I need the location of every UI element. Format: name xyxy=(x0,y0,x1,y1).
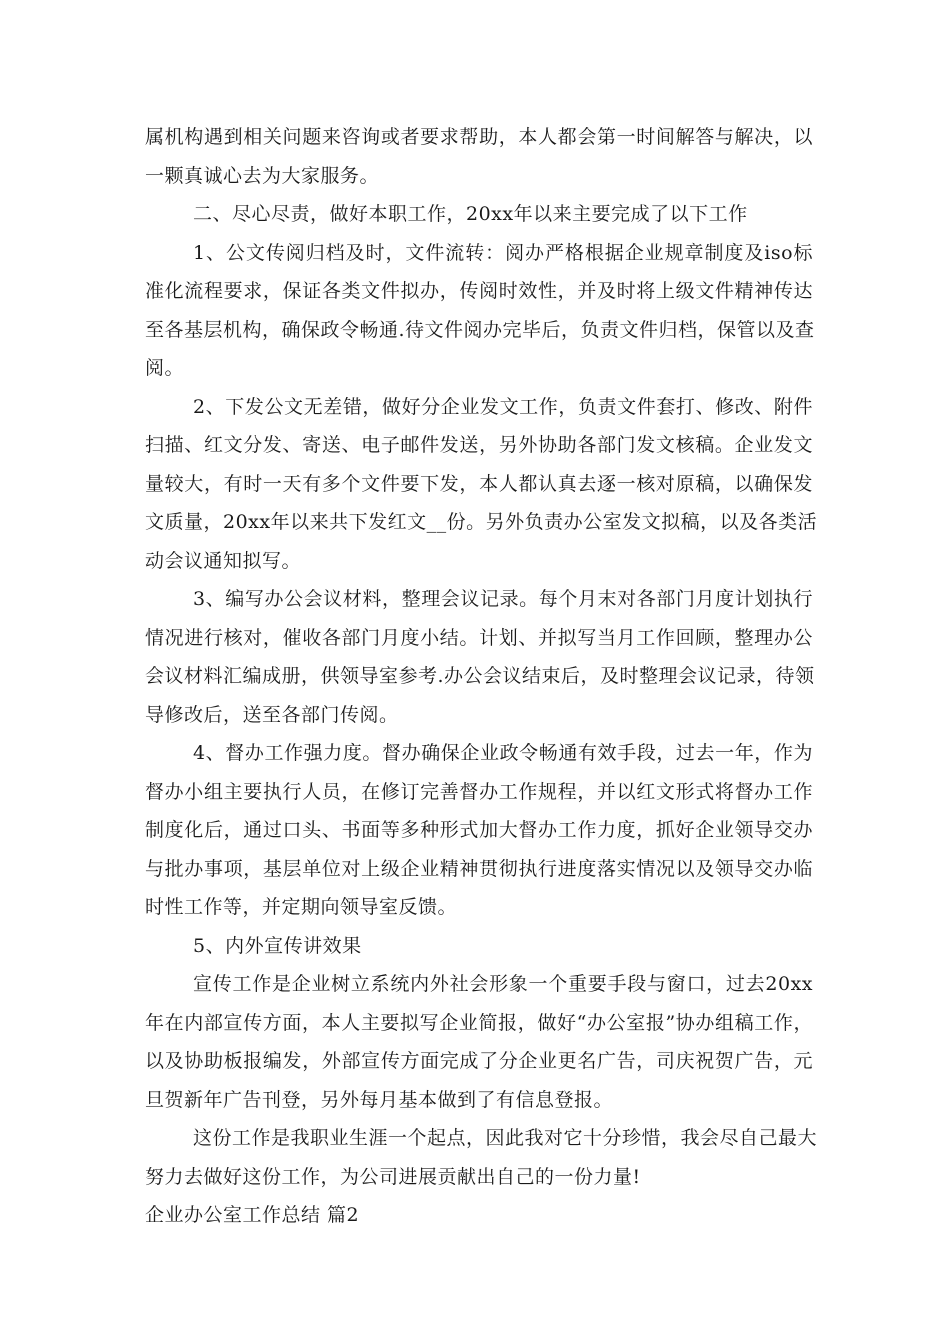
text-line: 扫描、红文分发、寄送、电子邮件发送，另外协助各部门发文核稿。企业发文 xyxy=(145,434,813,456)
text-line: 动会议通知拟写。 xyxy=(145,549,302,572)
text-line: 年在内部宣传方面，本人主要拟写企业简报，做好“办公室报”协办组稿工作， xyxy=(145,1011,813,1034)
text-line: 宣传工作是企业树立系统内外社会形象一个重要手段与窗口，过去20xx xyxy=(193,973,813,995)
text-line: 导修改后，送至各部门传阅。 xyxy=(145,703,399,726)
text-line: 至各基层机构，确保政令畅通.待文件阅办完毕后，负责文件归档，保管以及查 xyxy=(145,318,815,341)
text-line: 以及协助板报编发，外部宣传方面完成了分企业更名广告，司庆祝贺广告，元 xyxy=(145,1050,813,1072)
text-line: 属机构遇到相关问题来咨询或者要求帮助，本人都会第一时间解答与解决，以 xyxy=(145,126,813,148)
text-line: 旦贺新年广告刊登，另外每月基本做到了有信息登报。 xyxy=(145,1088,614,1111)
text-line: 二、尽心尽责，做好本职工作，20xx年以来主要完成了以下工作 xyxy=(193,203,748,225)
text-line: 督办小组主要执行人员，在修订完善督办工作规程，并以红文形式将督办工作 xyxy=(145,780,813,803)
text-line: 时性工作等，并定期向领导室反馈。 xyxy=(145,896,458,918)
text-line: 3、编写办公会议材料，整理会议记录。每个月末对各部门月度计划执行 xyxy=(193,588,813,610)
text-line: 企业办公室工作总结 篇2 xyxy=(145,1204,360,1226)
document-body xyxy=(145,118,818,1235)
text-line: 阅。 xyxy=(145,357,185,379)
text-line: 制度化后，通过口头、书面等多种形式加大督办工作力度，抓好企业领导交办 xyxy=(145,819,813,841)
text-line: 量较大，有时一天有多个文件要下发，本人都认真去逐一核对原稿，以确保发 xyxy=(145,472,813,495)
text-line: 这份工作是我职业生涯一个起点，因此我对它十分珍惜，我会尽自己最大 xyxy=(193,1127,818,1149)
text-line: 准化流程要求，保证各类文件拟办，传阅时效性，并及时将上级文件精神传达 xyxy=(145,280,813,302)
text-line: 1、公文传阅归档及时，文件流转：阅办严格根据企业规章制度及iso标 xyxy=(193,241,813,264)
text-line: 4、督办工作强力度。督办确保企业政令畅通有效手段，过去一年，作为 xyxy=(193,742,813,764)
text-line: 会议材料汇编成册，供领导室参考.办公会议结束后，及时整理会议记录，待领 xyxy=(145,665,815,687)
text-line: 努力去做好这份工作，为公司进展贡献出自己的一份力量! xyxy=(145,1165,641,1188)
text-line: 情况进行核对，催收各部门月度小结。计划、并拟写当月工作回顾，整理办公 xyxy=(145,626,813,649)
text-line: 5、内外宣传讲效果 xyxy=(193,934,362,957)
text-line: 2、下发公文无差错，做好分企业发文工作，负责文件套打、修改、附件 xyxy=(193,395,813,418)
text-line: 与批办事项，基层单位对上级企业精神贯彻执行进度落实情况以及领导交办临 xyxy=(145,857,813,880)
text-line: 一颗真诚心去为大家服务。 xyxy=(145,164,380,187)
text-line: 文质量，20xx年以来共下发红文__份。另外负责办公室发文拟稿，以及各类活 xyxy=(145,511,818,533)
